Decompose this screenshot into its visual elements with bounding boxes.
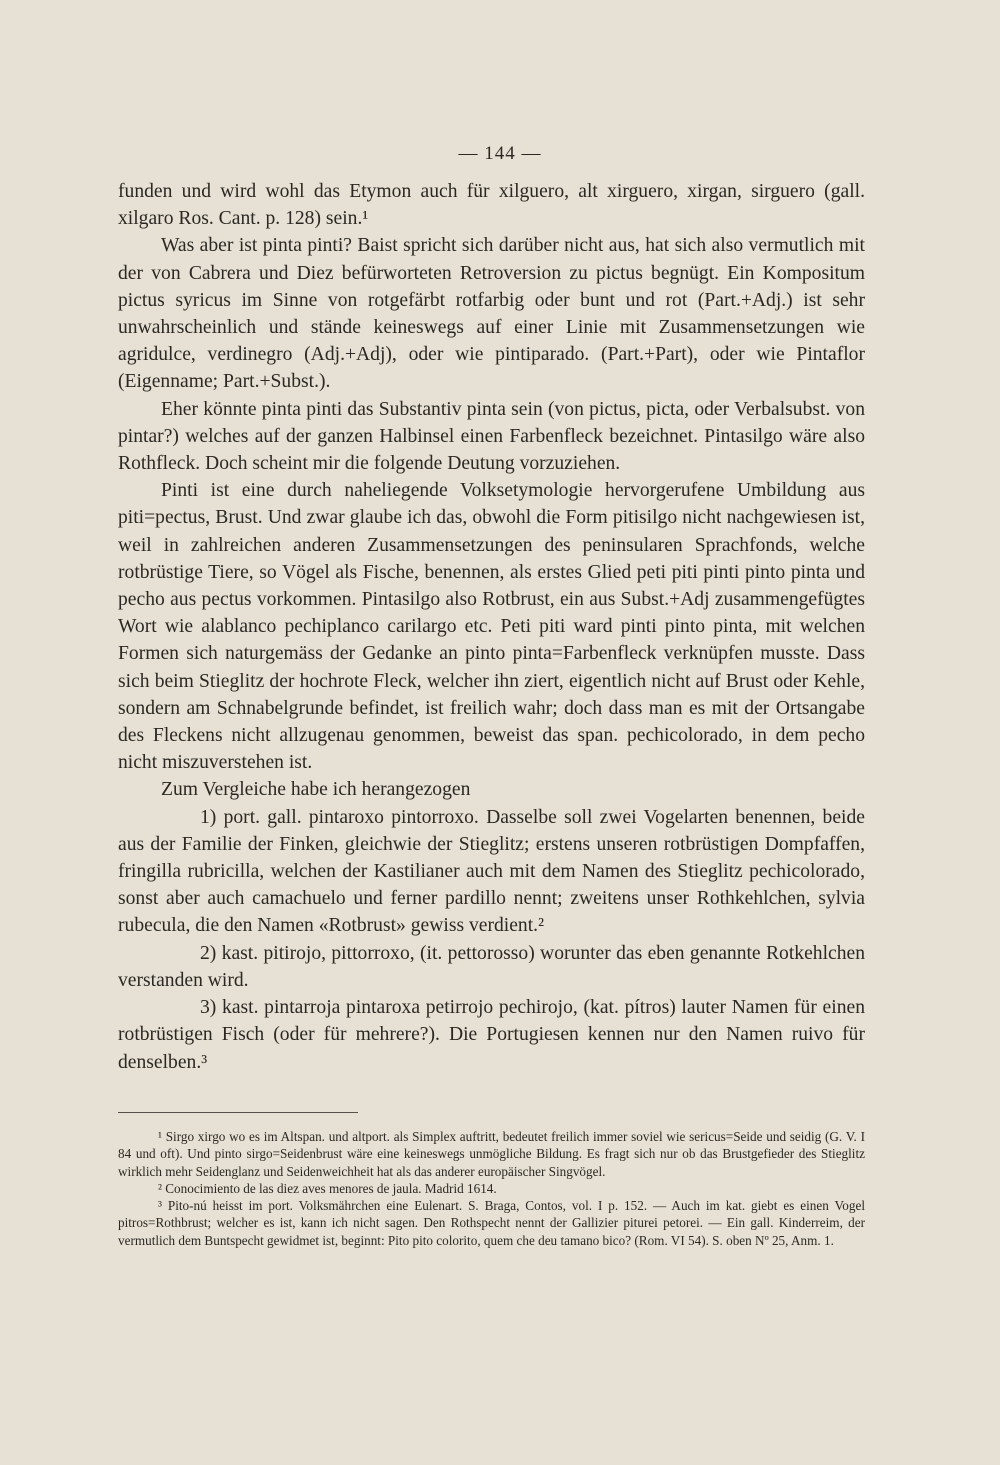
paragraph-5: Zum Vergleiche habe ich herangezogen — [161, 779, 471, 801]
footnotes — [118, 1128, 865, 1249]
footnote-divider — [118, 1112, 358, 1113]
footnote-2: ² Conocimiento de las diez aves menores de jaula. Madrid 1614. — [158, 1180, 497, 1196]
footnote-1: ¹ Sirgo xirgo wo es im Altspan. und altport. als Simplex auftritt, bedeutet freilich immer soviel wie sericus=Seide und seidig (G. V. I 84 und oft). Und pinto sirgo=Seidenbrust wäre eine keineswegs unmögliche Bildung. Es fragt sich nur ob das Brustgefieder des Stieglitz wirklich mehr Seidenglanz und Seidenweichheit hat als das anderer europäischer Singvögel. — [118, 1129, 865, 1179]
footnote-3: ³ Pito-nú heisst im port. Volksmährchen eine Eulenart. S. Braga, Contos, vol. I p. 152. — Auch im kat. giebt es einen Vogel pitros=Rothbrust; welcher es ist, kann ich nicht sagen. Den Rothspecht nennt der Gallizier piturei petorei. — Ein gall. Kinderreim, der vermutlich dem Buntspecht gewidmet ist, beginnt: Pito pito colorito, quem che deu tamano bico? (Rom. VI 54). S. oben Nº 25, Anm. 1. — [118, 1198, 865, 1248]
paragraph-1: funden und wird wohl das Etymon auch für xilguero, alt xirguero, xirgan, sirguero (gall. xilgaro Ros. Cant. p. 128) sein.¹ — [118, 181, 865, 230]
list-item-3: 3) kast. pintarroja pintaroxa petirrojo pechirojo, (kat. pítros) lauter Namen für einen rotbrüstigen Fisch (oder für mehrere?). Die Portugiesen kennen nur den Namen ruivo für denselben.³ — [118, 997, 865, 1073]
paragraph-3: Eher könnte pinta pinti das Substantiv pinta sein (von pictus, picta, oder Verbalsubst. von pintar?) welches auf der ganzen Halbinsel einen Farbenfleck bezeichnet. Pintasilgo wäre also Rothfleck. Doch scheint mir die folgende Deutung vorzuziehen. — [118, 398, 865, 475]
paragraph-4: Pinti ist eine durch naheliegende Volksetymologie hervorgerufene Umbildung aus piti=pectus, Brust. Und zwar glaube ich das, obwohl die Form pitisilgo nicht nachgewiesen ist, weil in zahlreichen anderen Zusammensetzungen des peninsularen Sprachfonds, welche rotbrüstige Tiere, so Vögel als Fische, benennen, als erstes Glied peti piti pinti pinto pinta und pecho aus pectus vorkommen. Pintasilgo also Rotbrust, ein aus Subst.+Adj zusammengefügtes Wort wie alablanco pechiplanco carilargo etc. Peti piti ward pinti pinto pinta, mit welchen Formen sich naturgemäss der Gedanke an pinto pinta=Farbenfleck verknüpfen musste. Dass sich beim Stieglitz der hochrote Fleck, welcher ihn ziert, eigentlich nicht auf Brust oder Kehle, sondern am Schnabelgrunde befindet, ist freilich wahr; doch dass man es mit der Ortsangabe des Fleckens nicht allzugenau genommen, beweist das span. pechicolorado, in dem pecho nicht miszuverstehen ist. — [118, 480, 865, 774]
list-item-2: 2) kast. pitirojo, pittorroxo, (it. pettorosso) worunter das eben genannte Rotkehlchen verstanden wird. — [118, 942, 865, 991]
list-item-1: 1) port. gall. pintaroxo pintorroxo. Dasselbe soll zwei Vogelarten benennen, beide aus der Familie der Finken, gleichwie der Stieglitz; erstens unseren rotbrüstigen Dompfaffen, fringilla rubricilla, welchen der Kastilianer auch mit dem Namen des Stieglitz pechicolorado, sonst aber auch camachuelo und ferner pardillo nennt; zweitens unser Rothkehlchen, sylvia rubecula, die den Namen «Rotbrust» gewiss verdient.² — [118, 806, 865, 937]
main-text — [118, 178, 865, 1076]
paragraph-2: Was aber ist pinta pinti? Baist spricht sich darüber nicht aus, hat sich also vermutlich mit der von Cabrera und Diez befürworteten Retroversion zu pictus begnügt. Ein Kompositum pictus syricus im Sinne von rotgefärbt rotfarbig oder bunt und rot (Part.+Adj.) ist sehr unwahrscheinlich und stände keineswegs auf einer Linie mit Zusammensetzungen wie agridulce, verdinegro (Adj.+Adj), oder wie pintiparado. (Part.+Part), oder wie Pintaflor (Eigenname; Part.+Subst.). — [118, 235, 865, 393]
page-number: — 144 — — [458, 143, 542, 164]
